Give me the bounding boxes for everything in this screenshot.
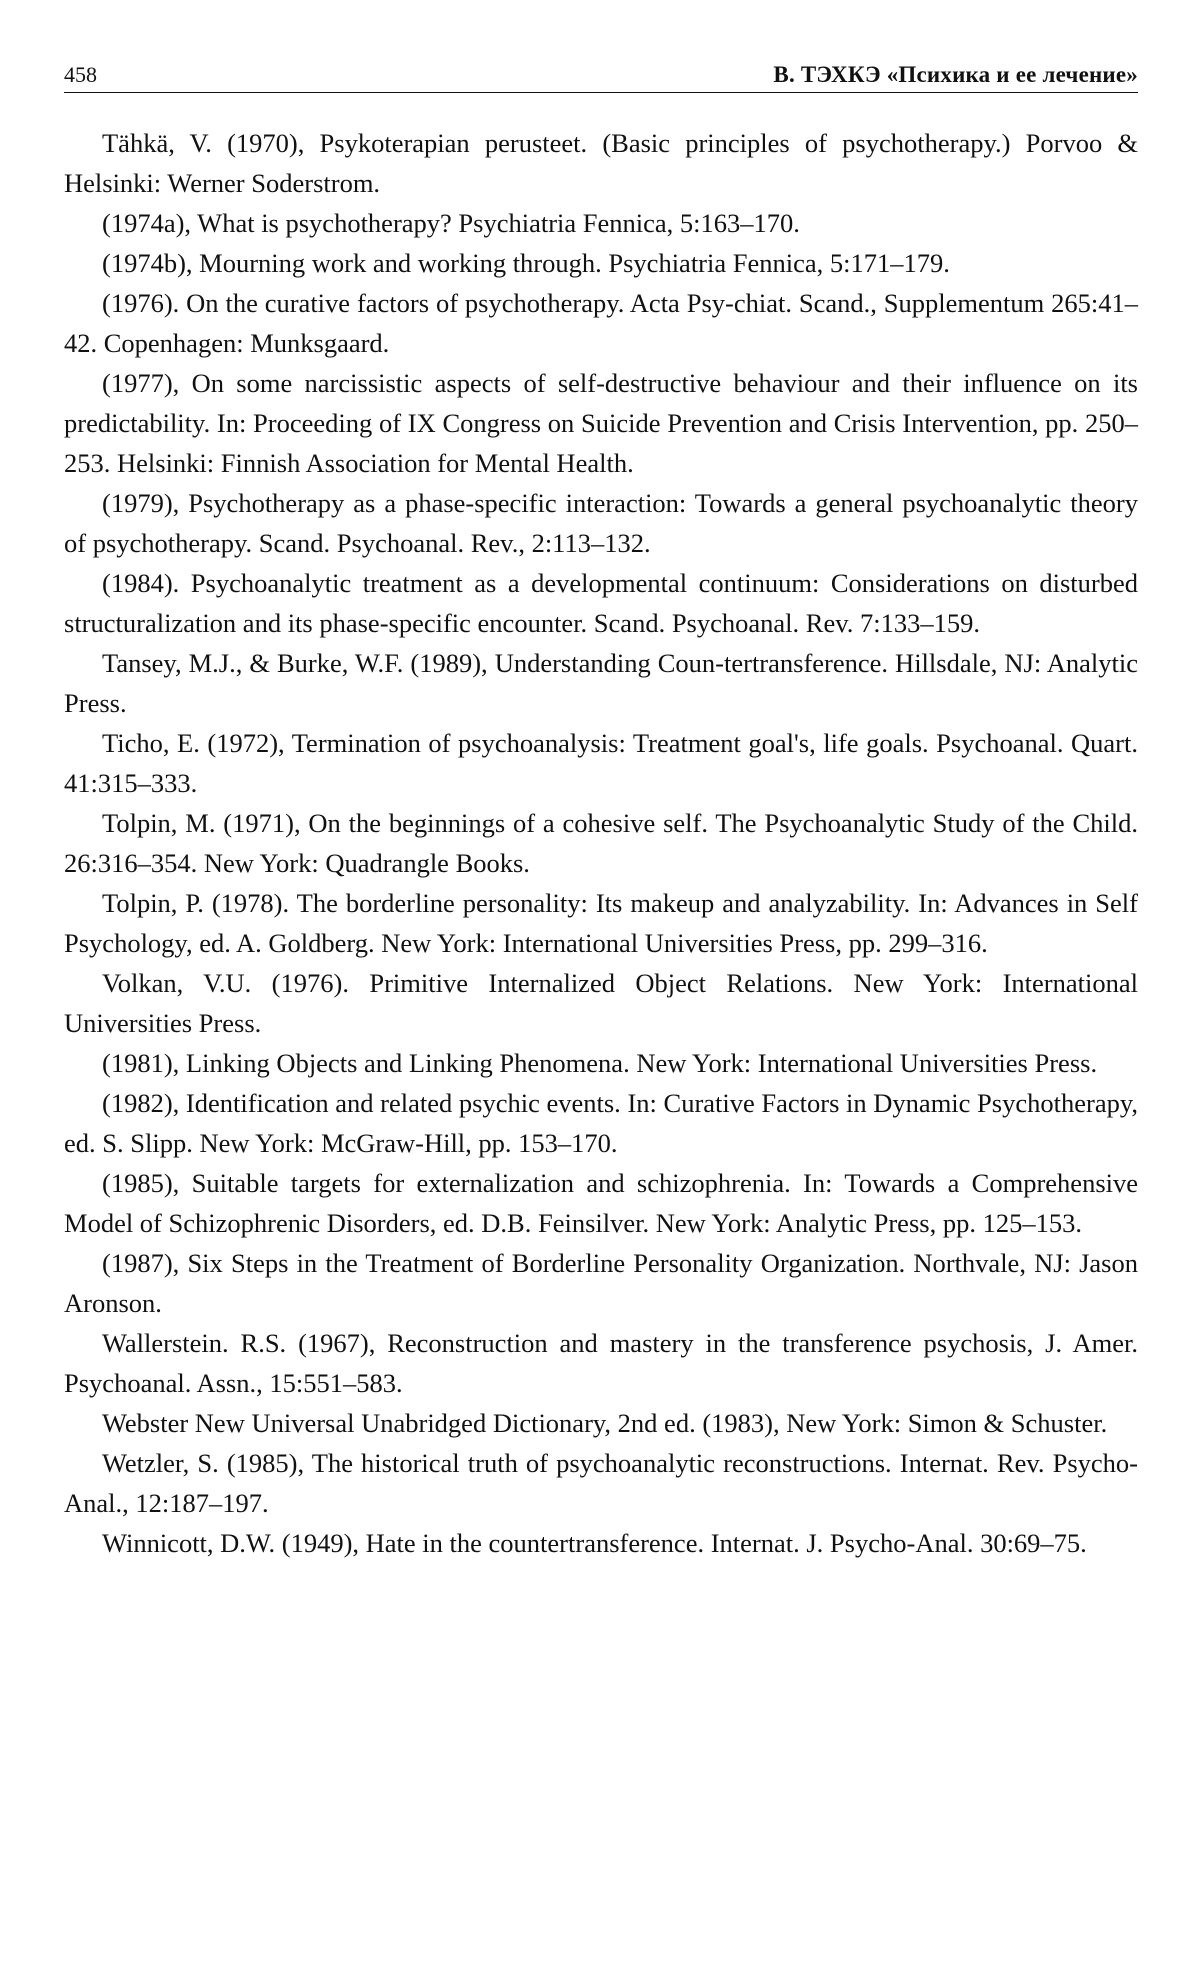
reference-entry: (1976). On the curative factors of psychotherapy. Acta Psy-chiat. Scand., Supplementum 265:41–42. Copenhagen: Munksgaard. (64, 288, 1138, 358)
reference-entry: (1979), Psychotherapy as a phase-specific interaction: Towards a general psychoanalytic theory of psychotherapy. Scand. Psychoanal. Rev., 2:113–132. (64, 488, 1138, 558)
reference-entry: (1981), Linking Objects and Linking Phenomena. New York: International Universities Press. (102, 1048, 1098, 1078)
reference-entry: (1987), Six Steps in the Treatment of Borderline Personality Organization. Northvale, NJ: Jason Aronson. (64, 1248, 1138, 1318)
reference-entry: (1977), On some narcissistic aspects of self-destructive behaviour and their influence on its predictability. In: Proceeding of IX Congress on Suicide Prevention and Crisis Intervention, pp. 250–253. Helsinki: Finnish Association for Mental Health. (64, 368, 1138, 478)
running-header (64, 52, 1138, 93)
reference-entry: Tolpin, P. (1978). The borderline personality: Its makeup and analyzability. In: Advances in Self Psychology, ed. A. Goldberg. New York: International Universities Press, pp. 299–316. (64, 888, 1138, 958)
reference-entry: Wetzler, S. (1985), The historical truth of psychoanalytic reconstructions. Internat. Rev. Psycho-Anal., 12:187–197. (64, 1448, 1138, 1518)
running-title: В. ТЭХКЭ «Психика и ее лечение» (773, 62, 1138, 87)
reference-entry: Winnicott, D.W. (1949), Hate in the countertransference. Internat. J. Psycho-Anal. 30:69–75. (102, 1528, 1087, 1558)
reference-entry: (1982), Identification and related psychic events. In: Curative Factors in Dynamic Psychotherapy, ed. S. Slipp. New York: McGraw-Hill, pp. 153–170. (64, 1088, 1138, 1158)
reference-list (64, 123, 1138, 1563)
reference-entry: Ticho, E. (1972), Termination of psychoanalysis: Treatment goal's, life goals. Psychoanal. Quart. 41:315–333. (64, 728, 1138, 798)
reference-entry: Volkan, V.U. (1976). Primitive Internalized Object Relations. New York: International Universities Press. (64, 968, 1138, 1038)
reference-entry: Tansey, M.J., & Burke, W.F. (1989), Understanding Coun-tertransference. Hillsdale, NJ: Analytic Press. (64, 648, 1138, 718)
reference-entry: (1974b), Mourning work and working through. Psychiatria Fennica, 5:171–179. (102, 248, 950, 278)
reference-entry: (1974a), What is psychotherapy? Psychiatria Fennica, 5:163–170. (102, 208, 800, 238)
reference-entry: Webster New Universal Unabridged Dictionary, 2nd ed. (1983), New York: Simon & Schuster. (102, 1408, 1108, 1438)
page-number: 458 (64, 62, 97, 87)
reference-entry: Tähkä, V. (1970), Psykoterapian perusteet. (Basic principles of psychotherapy.) Porvoo & Helsinki: Werner Soderstrom. (64, 128, 1138, 198)
reference-entry: Wallerstein. R.S. (1967), Reconstruction and mastery in the transference psychosis, J. Amer. Psychoanal. Assn., 15:551–583. (64, 1328, 1138, 1398)
reference-entry: (1984). Psychoanalytic treatment as a developmental continuum: Considerations on disturbed structuralization and its phase-specific encounter. Scand. Psychoanal. Rev. 7:133–159. (64, 568, 1138, 638)
reference-entry: (1985), Suitable targets for externalization and schizophrenia. In: Towards a Comprehensive Model of Schizophrenic Disorders, ed. D.B. Feinsilver. New York: Analytic Press, pp. 125–153. (64, 1168, 1138, 1238)
reference-entry: Tolpin, M. (1971), On the beginnings of a cohesive self. The Psychoanalytic Study of the Child. 26:316–354. New York: Quadrangle Books. (64, 808, 1138, 878)
